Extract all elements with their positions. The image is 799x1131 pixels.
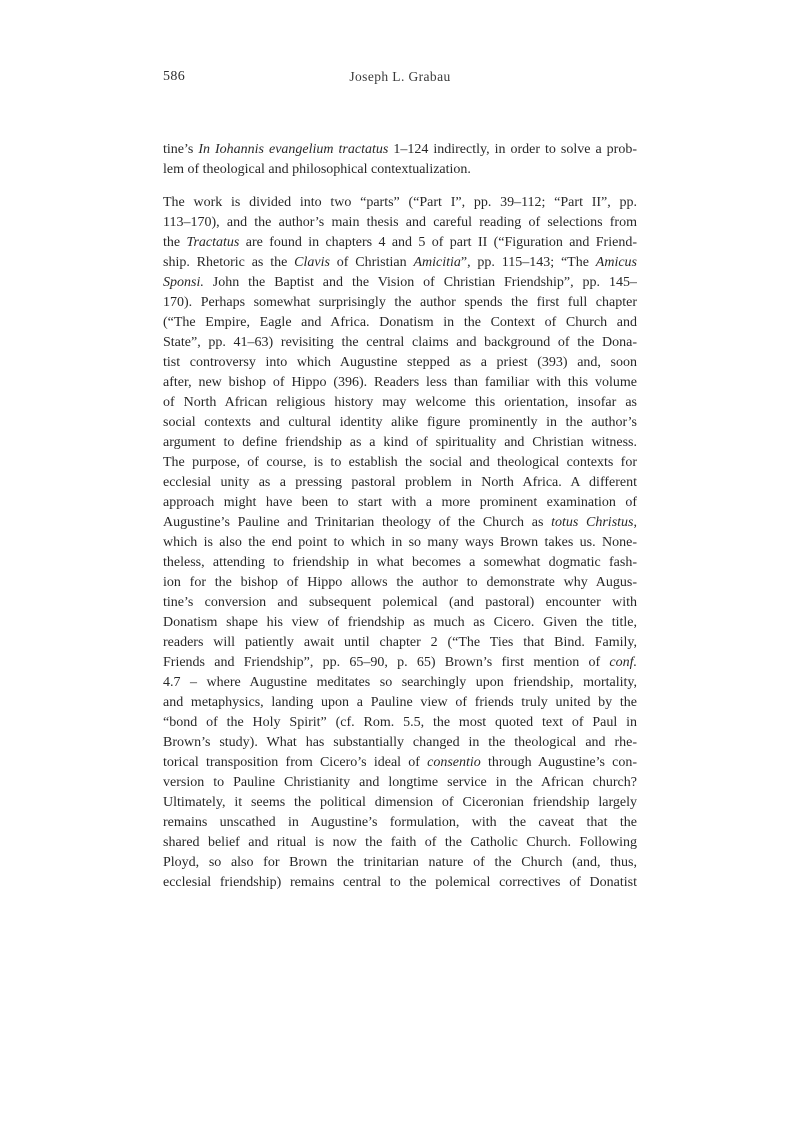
- text-line: [163, 353, 637, 373]
- text-run: and metaphysics, landing upon a Pauline view of friends truly united by the: [163, 695, 637, 710]
- italic-text-run: Amicitia: [413, 255, 461, 270]
- text-run: version to Pauline Christianity and longtime service in the African church?: [163, 775, 637, 790]
- text-block: [163, 140, 637, 893]
- text-run: tine’s conversion and subsequent polemical (and pastoral) encounter with: [163, 595, 637, 610]
- text-line: [163, 373, 637, 393]
- text-line: [163, 273, 637, 293]
- text-run: tist controversy into which Augustine stepped as a priest (393) and, soon: [163, 355, 637, 370]
- text-line: [163, 193, 637, 213]
- text-run: tine’s: [163, 142, 199, 157]
- text-line: [163, 313, 637, 333]
- page-header: [163, 69, 637, 87]
- text-line: [163, 873, 637, 893]
- italic-text-run: Sponsi.: [163, 275, 204, 290]
- text-line: [163, 793, 637, 813]
- text-run: through Augustine’s con-: [480, 755, 637, 770]
- text-line: [163, 393, 637, 413]
- italic-text-run: Amicus: [595, 255, 637, 270]
- text-line: [163, 833, 637, 853]
- text-run: Friends and Friendship”, pp. 65–90, p. 65) Brown’s first mention of: [163, 655, 610, 670]
- text-run: the: [163, 235, 187, 250]
- text-line: [163, 593, 637, 613]
- text-line: [163, 413, 637, 433]
- text-run: State”, pp. 41–63) revisiting the central claims and background of the Dona-: [163, 335, 637, 350]
- text-line: [163, 553, 637, 573]
- text-run: lem of theological and philosophical contextualization.: [163, 162, 471, 177]
- text-run: shared belief and ritual is now the faith of the Catholic Church. Following: [163, 835, 637, 850]
- text-run: theless, attending to friendship in what becomes a somewhat dogmatic fash-: [163, 555, 637, 570]
- text-line: [163, 813, 637, 833]
- text-line: [163, 333, 637, 353]
- text-line: [163, 233, 637, 253]
- text-run: of North African religious history may welcome this orientation, insofar as: [163, 395, 637, 410]
- paragraph: [163, 140, 637, 180]
- text-line: [163, 613, 637, 633]
- text-run: “bond of the Holy Spirit” (cf. Rom. 5.5, the most quoted text of Paul in: [163, 715, 637, 730]
- text-run: approach might have been to start with a more prominent examination of: [163, 495, 637, 510]
- text-line: [163, 653, 637, 673]
- text-run: 170). Perhaps somewhat surprisingly the author spends the first full chapter: [163, 295, 637, 310]
- text-run: Donatism shape his view of friendship as much as Cicero. Given the title,: [163, 615, 637, 630]
- running-title: Joseph L. Grabau: [349, 69, 451, 84]
- text-run: Ultimately, it seems the political dimension of Ciceronian friendship largely: [163, 795, 637, 810]
- text-line: [163, 573, 637, 593]
- text-run: The purpose, of course, is to establish the social and theological contexts for: [163, 455, 637, 470]
- text-line: [163, 493, 637, 513]
- text-line: [163, 673, 637, 693]
- text-line: [163, 693, 637, 713]
- text-line: [163, 160, 637, 180]
- text-line: [163, 453, 637, 473]
- text-line: [163, 753, 637, 773]
- text-line: [163, 773, 637, 793]
- text-run: ion for the bishop of Hippo allows the author to demonstrate why Augus-: [163, 575, 637, 590]
- text-run: are found in chapters 4 and 5 of part II (“Figuration and Friend-: [239, 235, 637, 250]
- text-line: [163, 140, 637, 160]
- text-run: Brown’s study). What has substantially changed in the theological and rhe-: [163, 735, 637, 750]
- text-line: [163, 433, 637, 453]
- text-run: which is also the end point to which in so many ways Brown takes us. None-: [163, 535, 637, 550]
- text-line: [163, 253, 637, 273]
- text-run: Augustine’s Pauline and Trinitarian theology of the Church as: [163, 515, 552, 530]
- text-run: ship. Rhetoric as the: [163, 255, 295, 270]
- text-run: argument to define friendship as a kind of spirituality and Christian witness.: [163, 435, 637, 450]
- text-run: social contexts and cultural identity alike figure prominently in the author’s: [163, 415, 637, 430]
- page-number: 586: [163, 69, 186, 84]
- text-run: ,: [633, 515, 637, 530]
- paragraph: [163, 193, 637, 893]
- text-run: 4.7 – where Augustine meditates so searchingly upon friendship, mortality,: [163, 675, 637, 690]
- italic-text-run: totus Christus: [551, 515, 634, 530]
- text-line: [163, 853, 637, 873]
- text-line: [163, 633, 637, 653]
- text-run: ecclesial friendship) remains central to the polemical correctives of Donatist: [163, 875, 637, 890]
- text-line: [163, 213, 637, 233]
- italic-text-run: In Iohannis evangelium tractatus: [198, 142, 389, 157]
- text-line: [163, 733, 637, 753]
- text-line: [163, 473, 637, 493]
- text-run: (“The Empire, Eagle and Africa. Donatism in the Context of Church and: [163, 315, 637, 330]
- italic-text-run: consentio: [427, 755, 481, 770]
- text-run: torical transposition from Cicero’s ideal of: [163, 755, 428, 770]
- text-run: The work is divided into two “parts” (“Part I”, pp. 39–112; “Part II”, pp.: [163, 195, 637, 210]
- italic-text-run: Clavis: [294, 255, 330, 270]
- italic-text-run: Tractatus: [186, 235, 240, 250]
- text-run: Ployd, so also for Brown the trinitarian nature of the Church (and, thus,: [163, 855, 637, 870]
- text-line: [163, 533, 637, 553]
- text-run: readers will patiently await until chapter 2 (“The Ties that Bind. Family,: [163, 635, 637, 650]
- text-line: [163, 513, 637, 533]
- text-run: 113–170), and the author’s main thesis and careful reading of selections from: [163, 215, 637, 230]
- text-line: [163, 713, 637, 733]
- text-run: ecclesial unity as a pressing pastoral problem in North Africa. A different: [163, 475, 637, 490]
- text-run: ”, pp. 115–143; “The: [460, 255, 596, 270]
- text-run: of Christian: [329, 255, 414, 270]
- text-run: remains unscathed in Augustine’s formulation, with the caveat that the: [163, 815, 637, 830]
- text-run: 1–124 indirectly, in order to solve a prob-: [388, 142, 637, 157]
- text-run: after, new bishop of Hippo (396). Readers less than familiar with this volume: [163, 375, 637, 390]
- text-run: John the Baptist and the Vision of Christian Friendship”, pp. 145–: [203, 275, 637, 290]
- text-line: [163, 293, 637, 313]
- italic-text-run: conf.: [609, 655, 637, 670]
